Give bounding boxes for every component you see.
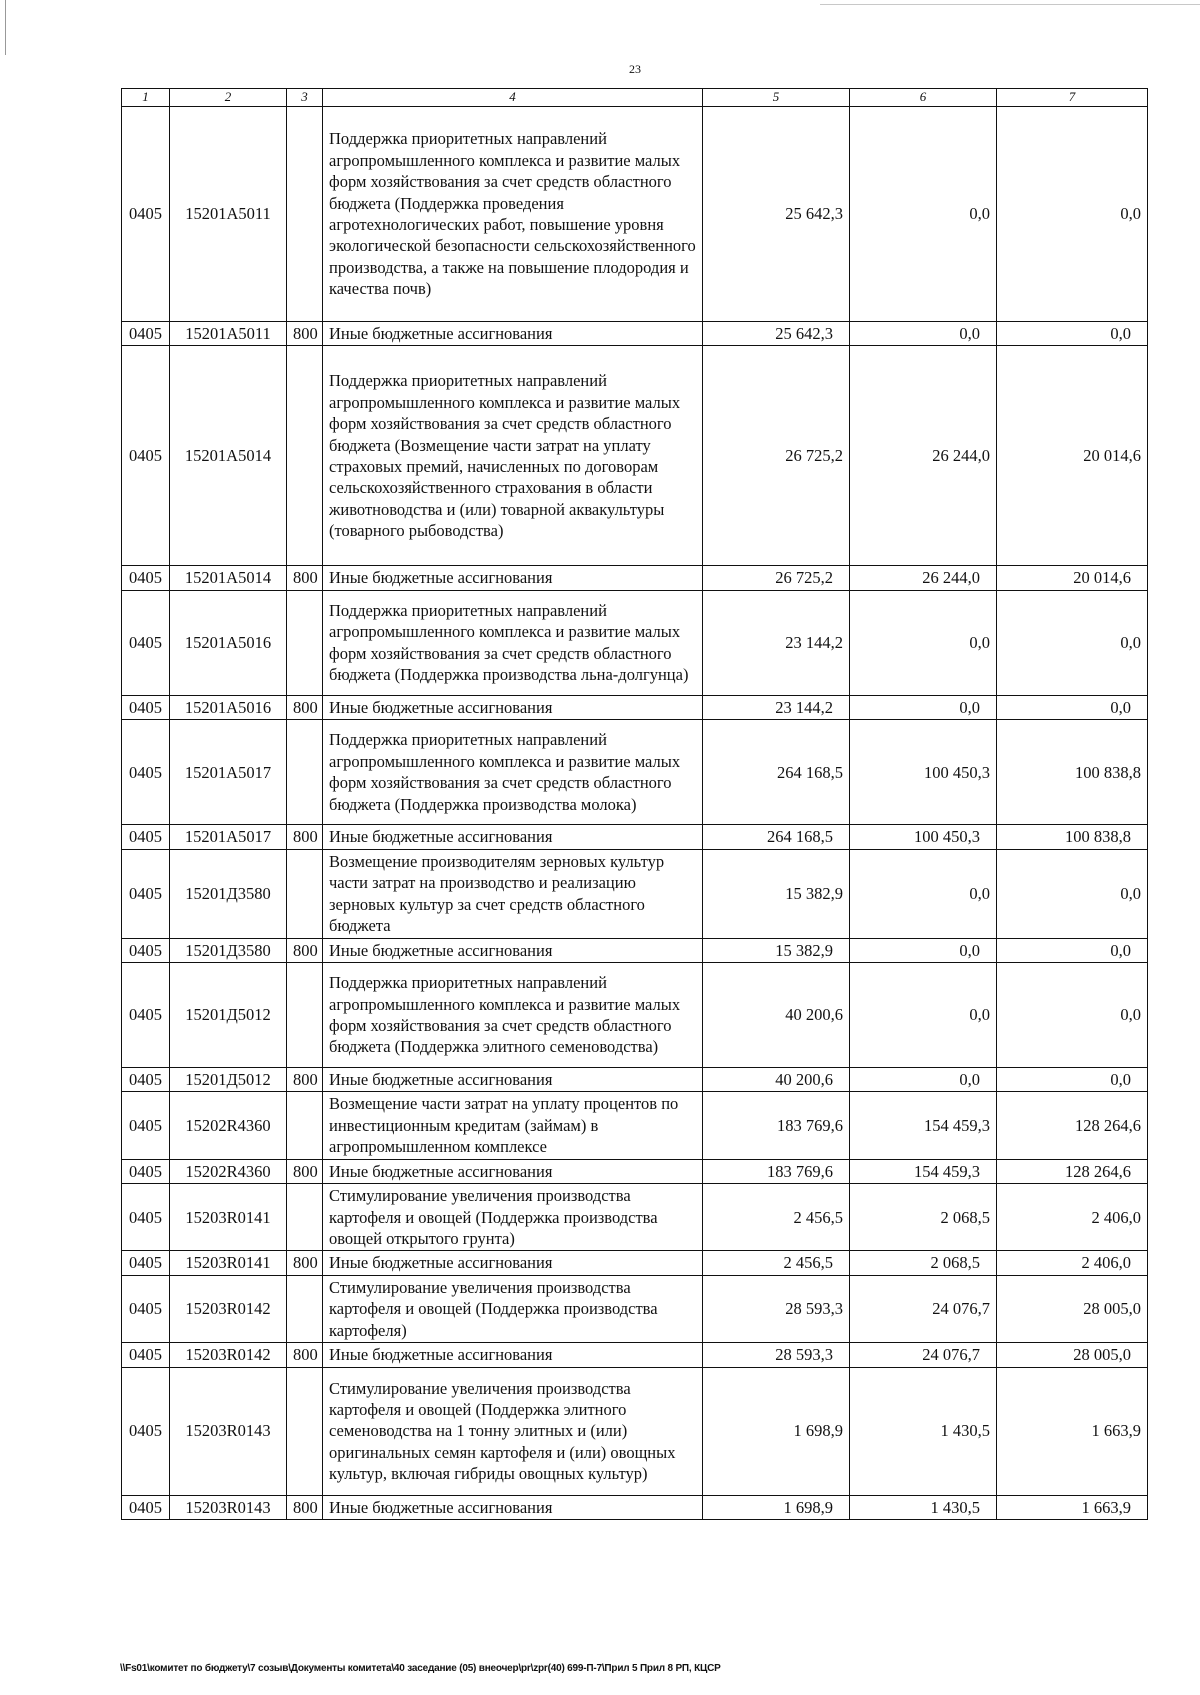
item-name-cell: Иные бюджетные ассигнования <box>323 1495 703 1519</box>
section-code-cell: 0405 <box>122 1184 170 1251</box>
amount-col7-cell: 0,0 <box>997 962 1148 1067</box>
amount-col5-cell: 23 144,2 <box>703 695 850 719</box>
amount-col6-cell: 154 459,3 <box>850 1092 997 1159</box>
target-code-cell: 15203R0143 <box>170 1367 287 1495</box>
amount-col7-cell: 2 406,0 <box>997 1184 1148 1251</box>
table-row <box>122 1275 1148 1342</box>
amount-col5-cell: 1 698,9 <box>703 1495 850 1519</box>
table-row <box>122 346 1148 566</box>
amount-col7-cell: 128 264,6 <box>997 1092 1148 1159</box>
target-code-cell: 15202R4360 <box>170 1159 287 1183</box>
table-row <box>122 1495 1148 1519</box>
amount-col5-cell: 1 698,9 <box>703 1367 850 1495</box>
amount-col5-cell: 26 725,2 <box>703 566 850 590</box>
table-row <box>122 962 1148 1067</box>
amount-col5-cell: 183 769,6 <box>703 1159 850 1183</box>
amount-col6-cell: 100 450,3 <box>850 825 997 849</box>
item-name-cell: Иные бюджетные ассигнования <box>323 566 703 590</box>
amount-col5-cell: 15 382,9 <box>703 938 850 962</box>
amount-col5-cell: 40 200,6 <box>703 962 850 1067</box>
amount-col5-cell: 25 642,3 <box>703 107 850 322</box>
amount-col5-cell: 26 725,2 <box>703 346 850 566</box>
item-name-cell: Возмещение части затрат на уплату процентов по инвестиционным кредитам (займам) в агропромышленном комплексе <box>323 1092 703 1159</box>
section-code-cell: 0405 <box>122 1495 170 1519</box>
expense-type-cell <box>287 346 323 566</box>
item-name-cell: Стимулирование увеличения производства картофеля и овощей (Поддержка производства картофеля) <box>323 1275 703 1342</box>
scan-edge-line <box>820 4 1200 5</box>
section-code-cell: 0405 <box>122 1067 170 1091</box>
amount-col5-cell: 264 168,5 <box>703 825 850 849</box>
column-header: 2 <box>170 89 287 107</box>
item-name-cell: Возмещение производителям зерновых культур части затрат на производство и реализацию зерновых культур за счет средств областного бюджета <box>323 849 703 938</box>
amount-col7-cell: 0,0 <box>997 938 1148 962</box>
expense-type-cell <box>287 107 323 322</box>
expense-type-cell <box>287 1275 323 1342</box>
target-code-cell: 15201A5016 <box>170 695 287 719</box>
amount-col6-cell: 2 068,5 <box>850 1184 997 1251</box>
expense-type-cell <box>287 590 323 695</box>
section-code-cell: 0405 <box>122 1343 170 1367</box>
section-code-cell: 0405 <box>122 346 170 566</box>
amount-col6-cell: 1 430,5 <box>850 1367 997 1495</box>
amount-col6-cell: 24 076,7 <box>850 1343 997 1367</box>
target-code-cell: 15201A5016 <box>170 590 287 695</box>
target-code-cell: 15201Д5012 <box>170 962 287 1067</box>
table-row <box>122 825 1148 849</box>
section-code-cell: 0405 <box>122 1251 170 1275</box>
expense-type-cell: 800 <box>287 1251 323 1275</box>
amount-col6-cell: 26 244,0 <box>850 346 997 566</box>
amount-col7-cell: 28 005,0 <box>997 1275 1148 1342</box>
item-name-cell: Поддержка приоритетных направлений агропромышленного комплекса и развитие малых форм хозяйствования за счет средств областного бюджета (Поддержка проведения агротехнологических работ, повышение уровня экологической безопасности сельскохозяйственного производства, а также на повышение плодородия и качества почв) <box>323 107 703 322</box>
section-code-cell: 0405 <box>122 1367 170 1495</box>
expense-type-cell: 800 <box>287 1343 323 1367</box>
amount-col5-cell: 25 642,3 <box>703 322 850 346</box>
amount-col5-cell: 23 144,2 <box>703 590 850 695</box>
amount-col6-cell: 0,0 <box>850 322 997 346</box>
table-row <box>122 1092 1148 1159</box>
expense-type-cell <box>287 1184 323 1251</box>
amount-col6-cell: 24 076,7 <box>850 1275 997 1342</box>
table-row <box>122 695 1148 719</box>
table-row <box>122 1159 1148 1183</box>
section-code-cell: 0405 <box>122 322 170 346</box>
amount-col5-cell: 183 769,6 <box>703 1092 850 1159</box>
expense-type-cell: 800 <box>287 695 323 719</box>
amount-col6-cell: 1 430,5 <box>850 1495 997 1519</box>
amount-col7-cell: 0,0 <box>997 1067 1148 1091</box>
target-code-cell: 15203R0141 <box>170 1251 287 1275</box>
expense-type-cell: 800 <box>287 825 323 849</box>
target-code-cell: 15203R0142 <box>170 1343 287 1367</box>
target-code-cell: 15201Д5012 <box>170 1067 287 1091</box>
section-code-cell: 0405 <box>122 590 170 695</box>
expense-type-cell <box>287 962 323 1067</box>
amount-col6-cell: 26 244,0 <box>850 566 997 590</box>
amount-col6-cell: 0,0 <box>850 1067 997 1091</box>
section-code-cell: 0405 <box>122 849 170 938</box>
amount-col5-cell: 2 456,5 <box>703 1251 850 1275</box>
item-name-cell: Стимулирование увеличения производства картофеля и овощей (Поддержка производства овощей открытого грунта) <box>323 1184 703 1251</box>
column-header-row <box>122 89 1148 107</box>
budget-table <box>121 88 1148 1520</box>
amount-col7-cell: 2 406,0 <box>997 1251 1148 1275</box>
target-code-cell: 15201A5014 <box>170 566 287 590</box>
item-name-cell: Поддержка приоритетных направлений агропромышленного комплекса и развитие малых форм хозяйствования за счет средств областного бюджета (Поддержка элитного семеноводства) <box>323 962 703 1067</box>
section-code-cell: 0405 <box>122 1092 170 1159</box>
item-name-cell: Поддержка приоритетных направлений агропромышленного комплекса и развитие малых форм хозяйствования за счет средств областного бюджета (Возмещение части затрат на уплату страховых премий, начисленных по договорам сельскохозяйственного страхования в области животноводства и (или) товарной аквакультуры (товарного рыбоводства) <box>323 346 703 566</box>
expense-type-cell <box>287 1367 323 1495</box>
item-name-cell: Поддержка приоритетных направлений агропромышленного комплекса и развитие малых форм хозяйствования за счет средств областного бюджета (Поддержка производства льна-долгунца) <box>323 590 703 695</box>
column-header: 1 <box>122 89 170 107</box>
expense-type-cell: 800 <box>287 322 323 346</box>
amount-col6-cell: 0,0 <box>850 590 997 695</box>
item-name-cell: Стимулирование увеличения производства картофеля и овощей (Поддержка элитного семеноводства на 1 тонну элитных и (или) оригинальных семян картофеля и (или) овощных культур, включая гибриды овощных культур) <box>323 1367 703 1495</box>
section-code-cell: 0405 <box>122 566 170 590</box>
amount-col5-cell: 15 382,9 <box>703 849 850 938</box>
expense-type-cell <box>287 1092 323 1159</box>
amount-col6-cell: 0,0 <box>850 849 997 938</box>
page-number: 23 <box>629 62 641 76</box>
section-code-cell: 0405 <box>122 962 170 1067</box>
table-row <box>122 322 1148 346</box>
amount-col7-cell: 100 838,8 <box>997 825 1148 849</box>
section-code-cell: 0405 <box>122 720 170 825</box>
section-code-cell: 0405 <box>122 1275 170 1342</box>
table-row <box>122 849 1148 938</box>
expense-type-cell <box>287 849 323 938</box>
amount-col7-cell: 100 838,8 <box>997 720 1148 825</box>
item-name-cell: Иные бюджетные ассигнования <box>323 1159 703 1183</box>
amount-col7-cell: 20 014,6 <box>997 346 1148 566</box>
amount-col6-cell: 100 450,3 <box>850 720 997 825</box>
item-name-cell: Поддержка приоритетных направлений агропромышленного комплекса и развитие малых форм хозяйствования за счет средств областного бюджета (Поддержка производства молока) <box>323 720 703 825</box>
table-row <box>122 1251 1148 1275</box>
column-header: 3 <box>287 89 323 107</box>
expense-type-cell <box>287 720 323 825</box>
target-code-cell: 15201A5017 <box>170 825 287 849</box>
section-code-cell: 0405 <box>122 825 170 849</box>
target-code-cell: 15203R0142 <box>170 1275 287 1342</box>
item-name-cell: Иные бюджетные ассигнования <box>323 1251 703 1275</box>
table-row <box>122 107 1148 322</box>
item-name-cell: Иные бюджетные ассигнования <box>323 322 703 346</box>
target-code-cell: 15202R4360 <box>170 1092 287 1159</box>
target-code-cell: 15201A5017 <box>170 720 287 825</box>
item-name-cell: Иные бюджетные ассигнования <box>323 1067 703 1091</box>
column-header: 6 <box>850 89 997 107</box>
table-row <box>122 566 1148 590</box>
expense-type-cell: 800 <box>287 566 323 590</box>
amount-col7-cell: 0,0 <box>997 322 1148 346</box>
target-code-cell: 15201A5014 <box>170 346 287 566</box>
expense-type-cell: 800 <box>287 938 323 962</box>
amount-col5-cell: 28 593,3 <box>703 1343 850 1367</box>
table-row <box>122 1067 1148 1091</box>
section-code-cell: 0405 <box>122 938 170 962</box>
amount-col5-cell: 40 200,6 <box>703 1067 850 1091</box>
table-row <box>122 938 1148 962</box>
amount-col7-cell: 1 663,9 <box>997 1495 1148 1519</box>
scan-edge-line <box>5 0 6 55</box>
target-code-cell: 15201A5011 <box>170 107 287 322</box>
amount-col7-cell: 1 663,9 <box>997 1367 1148 1495</box>
target-code-cell: 15203R0141 <box>170 1184 287 1251</box>
expense-type-cell: 800 <box>287 1067 323 1091</box>
file-path-footer: \\Fs01\комитет по бюджету\7 созыв\Документы комитета\40 заседание (05) внеочер\pr\zpr(40) 699-П-7\Прил 5 Прил 8 РП, КЦСР <box>120 1663 721 1674</box>
amount-col5-cell: 2 456,5 <box>703 1184 850 1251</box>
amount-col7-cell: 28 005,0 <box>997 1343 1148 1367</box>
amount-col6-cell: 2 068,5 <box>850 1251 997 1275</box>
amount-col6-cell: 0,0 <box>850 107 997 322</box>
amount-col6-cell: 0,0 <box>850 938 997 962</box>
table-row <box>122 1343 1148 1367</box>
amount-col5-cell: 264 168,5 <box>703 720 850 825</box>
amount-col6-cell: 154 459,3 <box>850 1159 997 1183</box>
amount-col7-cell: 20 014,6 <box>997 566 1148 590</box>
amount-col7-cell: 0,0 <box>997 849 1148 938</box>
table-row <box>122 720 1148 825</box>
amount-col6-cell: 0,0 <box>850 962 997 1067</box>
amount-col7-cell: 128 264,6 <box>997 1159 1148 1183</box>
section-code-cell: 0405 <box>122 695 170 719</box>
amount-col7-cell: 0,0 <box>997 107 1148 322</box>
target-code-cell: 15201A5011 <box>170 322 287 346</box>
amount-col7-cell: 0,0 <box>997 590 1148 695</box>
expense-type-cell: 800 <box>287 1159 323 1183</box>
column-header: 7 <box>997 89 1148 107</box>
expense-type-cell: 800 <box>287 1495 323 1519</box>
target-code-cell: 15201Д3580 <box>170 849 287 938</box>
item-name-cell: Иные бюджетные ассигнования <box>323 825 703 849</box>
item-name-cell: Иные бюджетные ассигнования <box>323 695 703 719</box>
amount-col7-cell: 0,0 <box>997 695 1148 719</box>
section-code-cell: 0405 <box>122 107 170 322</box>
section-code-cell: 0405 <box>122 1159 170 1183</box>
table-row <box>122 590 1148 695</box>
target-code-cell: 15203R0143 <box>170 1495 287 1519</box>
column-header: 5 <box>703 89 850 107</box>
item-name-cell: Иные бюджетные ассигнования <box>323 1343 703 1367</box>
item-name-cell: Иные бюджетные ассигнования <box>323 938 703 962</box>
amount-col6-cell: 0,0 <box>850 695 997 719</box>
table-row <box>122 1367 1148 1495</box>
column-header: 4 <box>323 89 703 107</box>
table-row <box>122 1184 1148 1251</box>
target-code-cell: 15201Д3580 <box>170 938 287 962</box>
amount-col5-cell: 28 593,3 <box>703 1275 850 1342</box>
